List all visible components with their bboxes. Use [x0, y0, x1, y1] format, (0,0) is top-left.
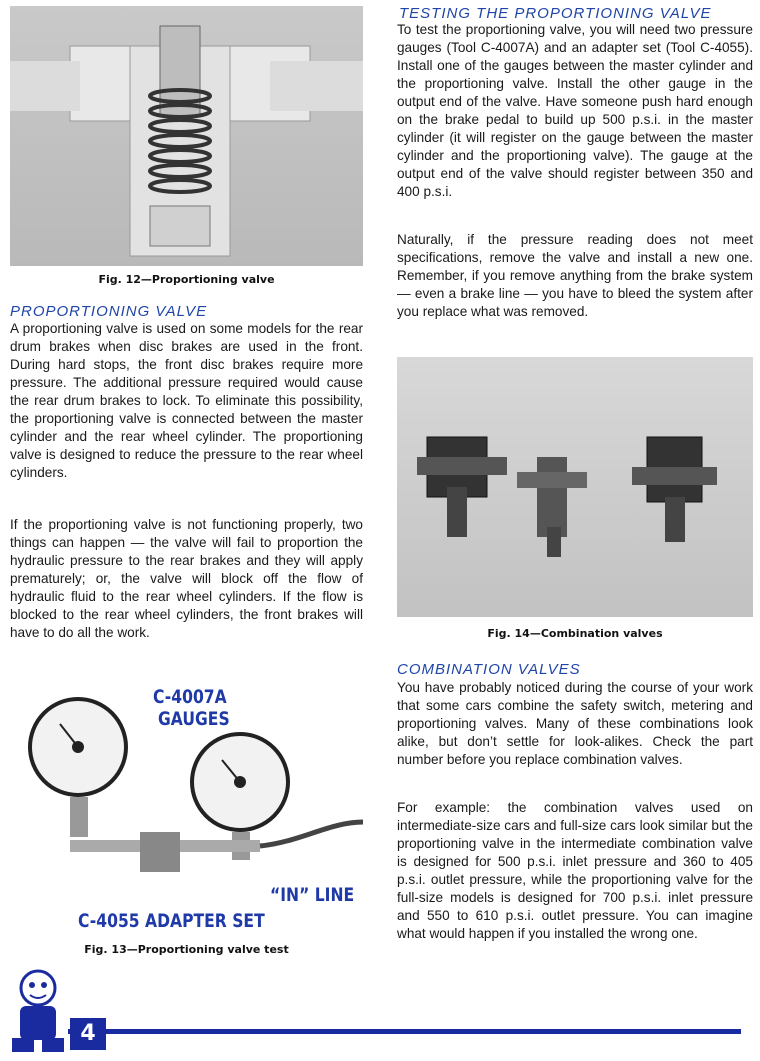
in-line-label: “IN” LINE — [270, 884, 355, 906]
combination-paragraph-2: For example: the combination valves used on intermediate-size cars and full-size cars look similar but the proportioning valve in the intermediate combination valve is designed for 500 p.s.i. inlet pressure and 360 to 405 p.s.i. outlet pressure, while the proportioning valve for the full-size models is designed for 700 p.s.i. inlet pressure and 550 to 610 p.s.i. outlet pressure. You can imagine what would happen if you installed the wrong one. — [397, 800, 753, 941]
fig12-photo — [10, 6, 363, 266]
gauges-label-line-1: C-4007A — [153, 686, 227, 708]
mascot-logo — [8, 968, 68, 1056]
fig14-photo — [397, 357, 753, 617]
adapter-set-label: C-4055 ADAPTER SET — [78, 910, 265, 932]
proportioning-valve-illustration — [10, 6, 363, 266]
fig14-caption: Fig. 14—Combination valves — [487, 627, 663, 640]
testing-paragraph-2: Naturally, if the pressure reading does not meet specifications, remove the valve and install a new one. Remember, if you remove anything from the brake system — even a brake line — you have to bleed the system after you replace what was removed. — [397, 232, 753, 319]
section-heading-testing: TESTING THE PROPORTIONING VALVE — [399, 5, 712, 22]
fig12-caption: Fig. 12—Proportioning valve — [98, 273, 275, 286]
footer-rule — [68, 1029, 741, 1034]
section-heading-combination: COMBINATION VALVES — [397, 661, 581, 678]
gauges-label-line-2: GAUGES — [158, 708, 230, 730]
combination-valves-illustration — [397, 357, 753, 617]
page-number: 4 — [70, 1018, 106, 1050]
proportioning-valve-paragraph-2: If the proportioning valve is not functioning properly, two things can happen — the valve will fail to proportion the hydraulic pressure to the rear brakes and they will apply prematurely; or, the valve will block off the flow of hydraulic fluid to the rear wheel cylinders. If the flow is blocked to the rear wheel cylinders, the front brakes will have to do all the work. — [10, 517, 363, 640]
fig13-caption: Fig. 13—Proportioning valve test — [84, 943, 289, 956]
combination-paragraph-1: You have probably noticed during the course of your work that some cars combine the safety switch, metering and proportioning valves. Many of these combinations look alike, but don’t settle for look-alikes. Check the part number before you replace combination valves. — [397, 680, 753, 767]
testing-paragraph-1: To test the proportioning valve, you will need two pressure gauges (Tool C-4007A) and an adapter set (Tool C-4055). Install one of the gauges between the master cylinder and the proportioning valve. Install the other gauge in the output end of the valve. Have someone push hard enough on the brake pedal to build up 500 p.s.i. in the master cylinder (it will register on the gauge between the master cylinder and the proportioning valve). The gauge at the output end of the valve should register between 350 and 400 p.s.i. — [397, 22, 753, 199]
proportioning-valve-paragraph-1: A proportioning valve is used on some models for the rear drum brakes when disc brakes are used in the front. During hard stops, the front disc brakes require more pressure. The additional pressure required would cause the rear drum brakes to lock. To eliminate this possibility, the proportioning valve is connected between the master cylinder and the rear wheel cylinder. The proportioning valve is designed to reduce the pressure to the rear wheel cylinders. — [10, 321, 363, 480]
section-heading-proportioning-valve: PROPORTIONING VALVE — [10, 303, 208, 320]
